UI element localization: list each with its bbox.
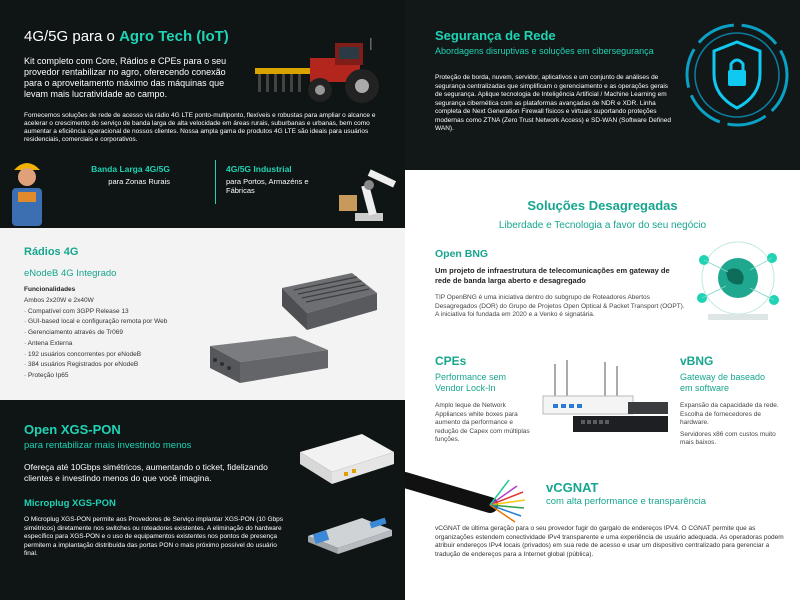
worker-illustration (4, 152, 50, 226)
cgnat-subtitle: com alta performance e transparência (546, 496, 706, 507)
list-item: · 384 usuários Registrados por eNodeB (24, 361, 139, 369)
shield-lock-icon (682, 20, 792, 130)
cpe-title: CPEs (435, 354, 467, 368)
sfp-module-image (302, 508, 398, 558)
list-item: · GUI-based local e configuração remota por Web (24, 318, 168, 326)
bng-title: Open BNG (435, 248, 489, 260)
cgnat-title: vCGNAT (546, 480, 599, 495)
features-title: Funcionalidades (24, 286, 76, 293)
micro-body: O Microplug XGS-PON permite aos Provedores de Serviço implantar XGS-PON (10 Gbps simétricos) diretamente nos switches ou roteadores existentes. A eliminação do hardware específico para XGS-PON e o uso de equipamentos existentes nos pontos de presença permitem a implantação distribuída das portas PON o mais próximo possível do usuário final. (24, 516, 284, 557)
box-divider (215, 160, 216, 204)
xgspon-panel (0, 400, 405, 600)
radios-subtitle: eNodeB 4G Integrado (24, 268, 117, 279)
xgspon-lead: Ofereça até 10Gbps simétricos, aumentando o ticket, fidelizando clientes e investindo menos do que você imagina. (24, 462, 268, 483)
industrial-box: 4G/5G Industrial para Portos, Armazéns e Fábricas (226, 164, 309, 195)
rural-broadband-box: Banda Larga 4G/5G para Zonas Rurais (91, 164, 170, 186)
vbng-subtitle-1: Gateway de baseado (680, 372, 766, 382)
fiber-cable-image (405, 470, 530, 530)
cpe-subtitle-2: Vendor Lock-In (435, 383, 496, 393)
security-panel (405, 0, 800, 170)
agro-intro: Kit completo com Core, Rádios e CPEs para o seu provedor rentabilizar no agro, oferecendo conexão para o aproveitamento máximo das máquinas que levam mais lucratividade ao campo. (24, 56, 227, 99)
cpe-subtitle-1: Performance sem (435, 372, 507, 382)
security-subtitle: Abordagens disruptivas e soluções em cibersegurança (435, 46, 654, 56)
ont-device-image (292, 428, 402, 488)
list-item: · Antena Externa (24, 339, 73, 347)
cgnat-panel (405, 470, 800, 600)
xgspon-title: Open XGS-PON (24, 422, 121, 437)
micro-title: Microplug XGS-PON (24, 498, 116, 509)
features-list (24, 296, 224, 382)
security-body: Proteção de borda, nuvem, servidor, aplicativos e um conjunto de análises de segurança centralizadas que simplificam o gerenciamento e as operações gerais de segurança. Aplique tecnologia de Inteligência Artificial / Machine Learning em segurança cibernética com as plataformas avançadas de NDR e XDR. Linha completa de Next Generation Firewall físicos e virtuais suportando proteções modernas como ZTNA (Zero Trust Network Access) e SD-WAN (Software Defined WAN). (435, 74, 671, 132)
disagg-subtitle: Liberdade e Tecnologia a favor do seu negócio (498, 220, 707, 231)
network-globe-illustration (688, 236, 788, 331)
cgnat-body: vCGNAT de última geração para o seu provedor fugir do gargalo de endereços IPV4. O CGNAT permite que as organizações estendem conectividade IPv4 transparente e uma experiência de usuário adequada. As operadoras podem atribuir endereços IPv4 locais (privados) em sua rede de acesso e usar um dispositivo centralizado para gerenciar a tradução de endereços para a Internet global (pública). (435, 525, 784, 558)
disagg-panel (405, 170, 800, 470)
radios-panel (0, 228, 405, 400)
xgspon-subtitle: para rentabilizar mais investindo menos (24, 440, 192, 451)
vbng-title: vBNG (680, 354, 714, 368)
bng-body: TIP OpenBNG é uma iniciativa dentro do subgrupo de Roteadores Abertos Desagregados (DOR) do Grupo de Projetos Open Optical & Packet Transport (OOPT). A iniciativa foi fundada em 2020 e a Venko é signatária. (435, 294, 685, 318)
cpe-body: Amplo leque de Network Appliances white boxes para aumento da performance e redução de Capex com múltiplas funções. (435, 402, 530, 443)
list-item: Ambos 2x20W e 2x40W (24, 297, 94, 304)
radios-title: Rádios 4G (24, 246, 79, 258)
agro-title: 4G/5G para o Agro Tech (IoT) (24, 28, 229, 45)
agro-body: Fornecemos soluções de rede de acesso via rádio 4G LTE ponto-multiponto, flexíveis e robustas para ampliar o alcance e acelerar o crescimento do serviço de banda larga de alta velocidade em áreas rurais, suburbanas e urbanas, bem como aumentar a eficiência operacional de nossos clientes. Nossa ampla gama de produtos 4G LTE são ideais para usuários residenciais, comerciais e corporativos. (24, 112, 376, 143)
list-item: · Proteção Ip65 (24, 371, 69, 379)
tractor-illustration (250, 38, 400, 108)
robot-arm-illustration (335, 155, 403, 223)
cpe-devices-image (533, 358, 673, 442)
agro-panel (0, 0, 405, 228)
enodeb-device-image-2 (200, 328, 335, 390)
list-item: · Gerenciamento através de Tr069 (24, 329, 123, 337)
list-item: · Compatível com 3GPP Release 13 (24, 307, 129, 315)
list-item: · 192 usuários concorrentes por eNodeB (24, 350, 142, 358)
vbng-body: Expansão da capacidade da rede. Escolha de fornecedores de hardware. Servidores x86 com custos muito mais baixos. (680, 402, 779, 446)
security-title: Segurança de Rede (435, 28, 556, 43)
disagg-title: Soluções Desagregadas (527, 198, 678, 213)
vbng-subtitle-2: em software (680, 383, 730, 393)
bng-lead: Um projeto de infraestrutura de telecomunicações em gateway de rede de banda larga aberto e desagregado (435, 266, 670, 285)
